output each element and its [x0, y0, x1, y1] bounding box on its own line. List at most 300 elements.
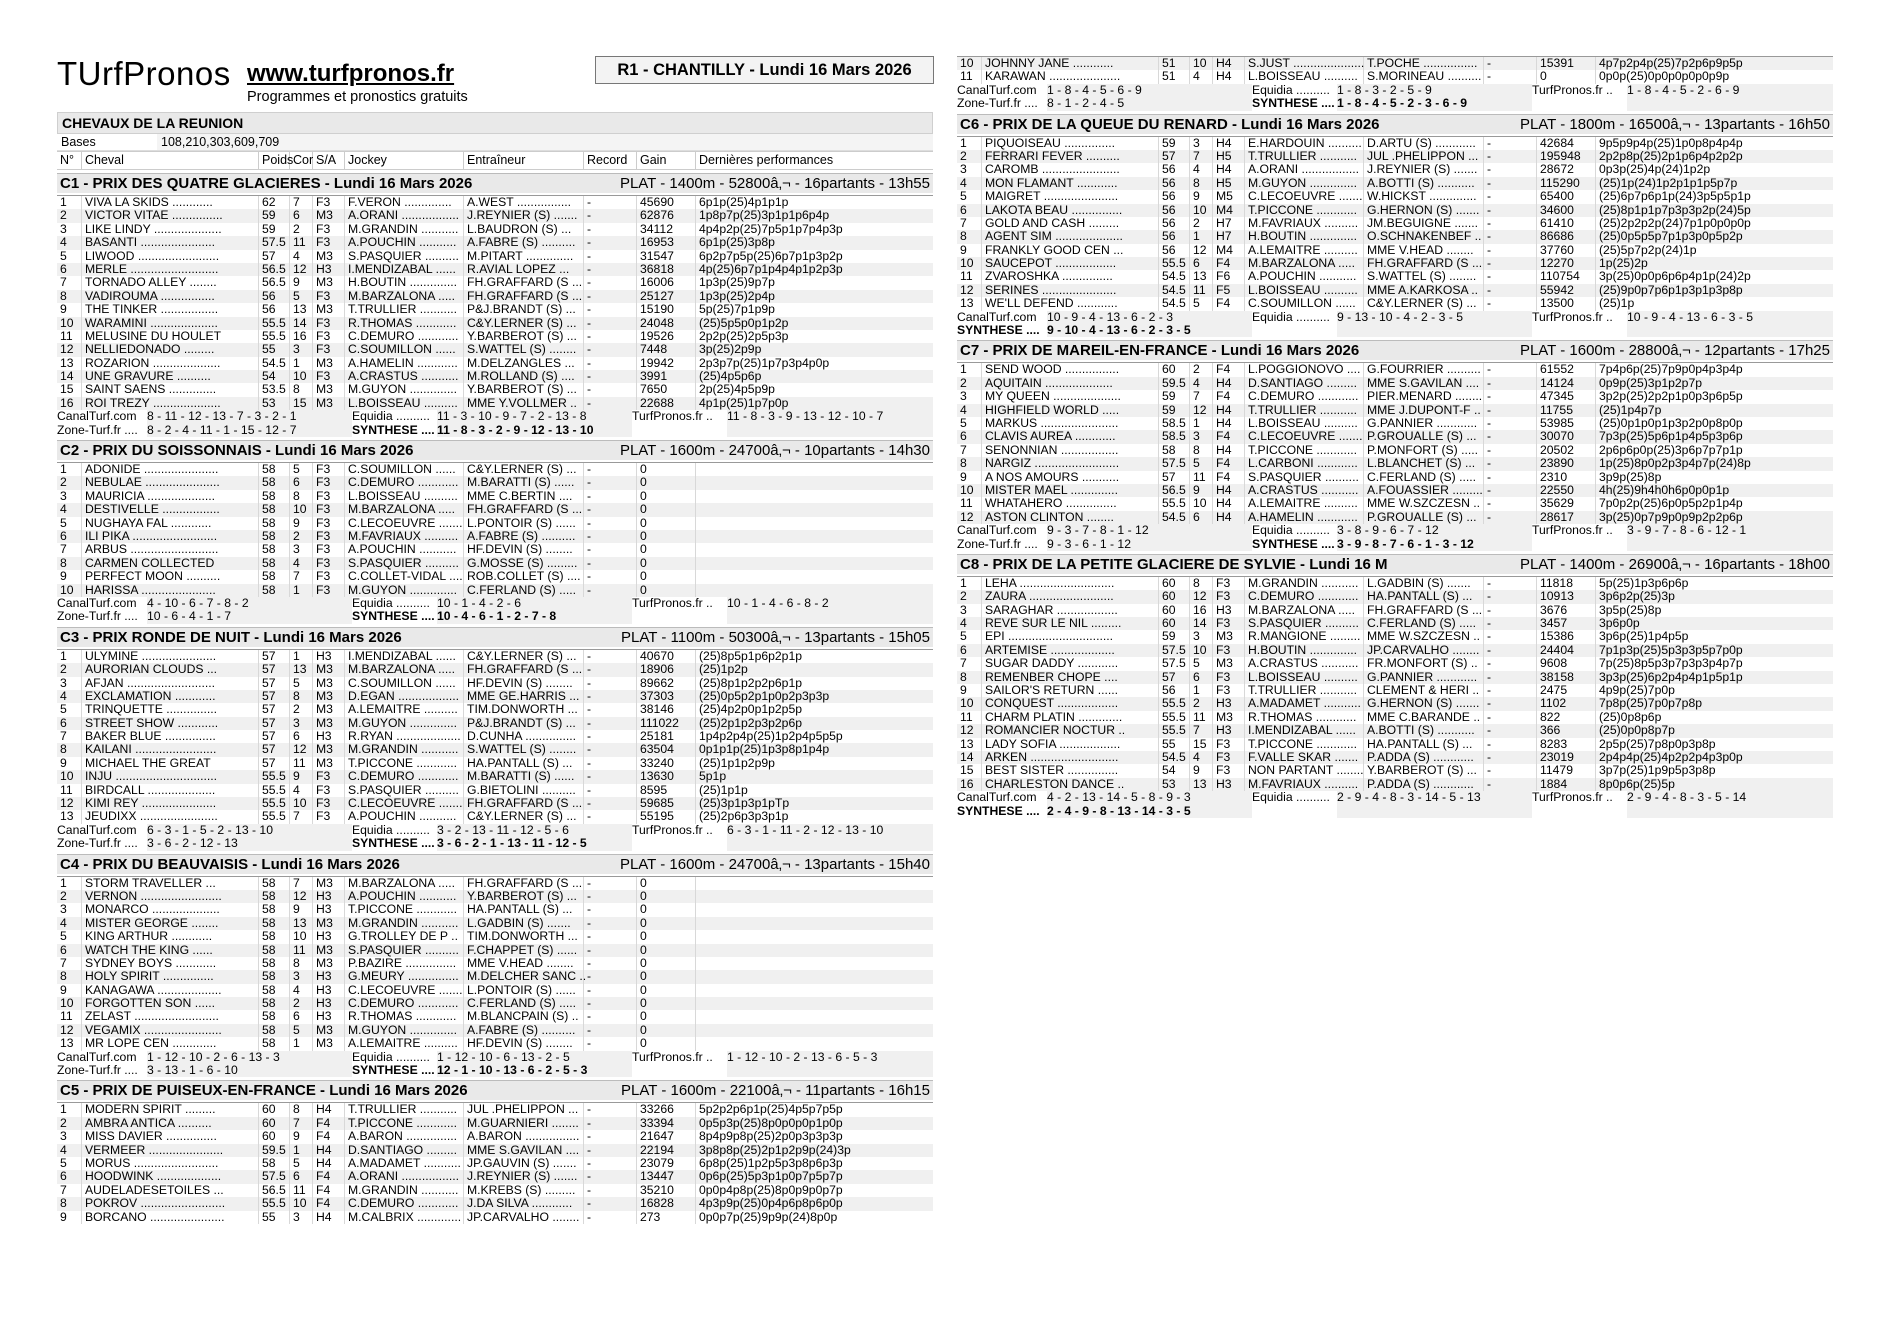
performances: 2p3p7p(25)1p7p3p4p0p: [699, 355, 830, 370]
trainer: MME V.HEAD ........: [1364, 244, 1484, 257]
performances: 4p1p(25)1p7p0p: [699, 395, 789, 410]
cord: 12: [290, 263, 313, 276]
record: -: [1484, 204, 1537, 217]
weight: 58: [259, 584, 290, 597]
weight: 55: [259, 343, 290, 356]
runner-num: 13: [957, 738, 982, 751]
jockey: M.GUYON ..............: [345, 1024, 464, 1037]
runner-num: 12: [57, 1024, 82, 1037]
table-row: [957, 390, 1833, 403]
horse-name: ROZARION ....................: [82, 357, 259, 370]
runner-num: 10: [957, 484, 982, 497]
race-info: PLAT - 1600m - 22100â‚¬ - 11partants - 16h15: [621, 1082, 930, 1100]
record: -: [1484, 590, 1537, 603]
cord: 12: [290, 743, 313, 756]
trainer: L.BAUDRON (S) ...: [464, 223, 584, 236]
col-record: Record: [584, 152, 637, 169]
col-jockey: Jockey: [345, 152, 464, 169]
runner-num: 11: [57, 330, 82, 343]
col-cord: Cor: [290, 152, 313, 169]
gain: 3676: [1537, 604, 1596, 617]
record: -: [584, 276, 637, 289]
race-name: C4 - PRIX DU BEAUVAISIS - Lundi 16 Mars 2026: [60, 855, 400, 873]
table-row: [57, 290, 933, 303]
record: -: [1484, 444, 1537, 457]
race-info: PLAT - 1400m - 26900â‚¬ - 16partants - 18h00: [1519, 555, 1830, 573]
horse-name: VICTOR VITAE ...............: [82, 209, 259, 222]
runners-table: [957, 576, 1833, 818]
runner-num: 12: [57, 797, 82, 810]
table-row: [57, 743, 933, 756]
gain: 0: [637, 530, 696, 543]
jockey: T.PICCONE ............: [1245, 738, 1364, 751]
performances: [696, 903, 933, 916]
record: -: [584, 263, 637, 276]
performances: (25)8p1p1p7p3p3p2p(24)5p: [1599, 202, 1751, 217]
performances: 2p5p(25)7p8p0p3p8p: [1599, 736, 1716, 751]
weight: 56.5: [1159, 484, 1190, 497]
runner-num: 15: [957, 764, 982, 777]
trainer: Y.BARBEROT (S) ...: [464, 383, 584, 396]
table-row: [957, 484, 1833, 497]
cord: 9: [290, 276, 313, 289]
performances: (25)8p5p1p6p2p1p: [699, 648, 803, 663]
col-num: N°: [57, 152, 82, 169]
record: -: [1484, 244, 1537, 257]
prono-cell: TurfPronos.fr ..: [632, 409, 713, 424]
prono-sum2: [57, 610, 933, 623]
runner-num: 10: [957, 57, 982, 70]
trainer: MME W.SZCZESN ..: [1364, 497, 1484, 510]
performances: 8p0p6p(25)5p: [1599, 776, 1675, 791]
jockey: C.SOUMILLON ......: [345, 343, 464, 356]
record: -: [584, 1170, 637, 1183]
gain: 37760: [1537, 244, 1596, 257]
table-row: [57, 584, 933, 597]
sex-age: M3: [313, 877, 345, 890]
performances: [696, 997, 933, 1010]
runners-table: [57, 649, 933, 851]
site-link[interactable]: www.turfpronos.fr: [247, 60, 455, 87]
horse-name: NELLIEDONADO .........: [82, 343, 259, 356]
record: -: [584, 703, 637, 716]
performances: (25)1p2p: [699, 662, 748, 677]
weight: 56: [259, 303, 290, 316]
horse-name: KAILANI ........................: [82, 743, 259, 756]
record: -: [584, 1144, 637, 1157]
prono-cell: 11 - 8 - 3 - 9 - 13 - 12 - 10 - 7: [727, 410, 933, 423]
runner-num: 14: [57, 370, 82, 383]
record: -: [1484, 190, 1537, 203]
sex-age: H3: [313, 650, 345, 663]
gain: 0: [637, 1024, 696, 1037]
runner-num: 6: [57, 530, 82, 543]
horse-name: HOODWINK ...................: [82, 1170, 259, 1183]
weight: 58: [1159, 444, 1190, 457]
gain: 45690: [637, 196, 696, 209]
sex-age: M5: [1213, 190, 1245, 203]
weight: 59: [1159, 404, 1190, 417]
jockey: A.POUCHIN ...........: [345, 890, 464, 903]
weight: 57: [259, 757, 290, 770]
performances: [696, 970, 933, 983]
horse-name: JOHNNY JANE ............: [982, 57, 1159, 70]
cord: 8: [1190, 444, 1213, 457]
gain: 0: [637, 1010, 696, 1023]
runner-num: 7: [957, 444, 982, 457]
prono-cell: 10 - 1 - 4 - 6 - 8 - 2: [727, 597, 933, 610]
weight: 56.5: [259, 276, 290, 289]
runner-num: 8: [957, 457, 982, 470]
runner-num: 1: [57, 196, 82, 209]
gain: 0: [637, 957, 696, 970]
sex-age: M3: [313, 944, 345, 957]
cord: 6: [290, 1170, 313, 1183]
sex-age: M3: [313, 757, 345, 770]
cord: 5: [290, 463, 313, 476]
performances: 7p8p(25)7p0p7p8p: [1599, 696, 1703, 711]
gain: 38146: [637, 703, 696, 716]
runner-num: 3: [57, 1130, 82, 1143]
jockey: A.LEMAITRE ..........: [345, 703, 464, 716]
cord: 9: [1190, 764, 1213, 777]
horse-name: FRANKLY GOOD CEN ...: [982, 244, 1159, 257]
sex-age: F3: [313, 784, 345, 797]
prono-sum2: [957, 97, 1833, 110]
cord: 11: [1190, 471, 1213, 484]
record: -: [584, 584, 637, 597]
runner-num: 13: [957, 297, 982, 310]
prono-cell: [1337, 324, 1532, 337]
reunion-title: CHEVAUX DE LA REUNION: [57, 112, 933, 134]
record: -: [584, 917, 637, 930]
record: -: [584, 196, 637, 209]
cord: 11: [1190, 284, 1213, 297]
race-name: C1 - PRIX DES QUATRE GLACIERES - Lundi 16 Mars 2026: [60, 175, 473, 192]
gain: 0: [637, 584, 696, 597]
performances: [696, 517, 933, 530]
prono-cell: SYNTHESE ....: [1252, 536, 1335, 551]
horse-name: HARISSA ......................: [82, 584, 259, 597]
horse-name: PERFECT MOON ..........: [82, 570, 259, 583]
weight: 57.5: [259, 236, 290, 249]
table-row: [957, 430, 1833, 443]
gain: 34600: [1537, 204, 1596, 217]
weight: 56: [259, 290, 290, 303]
runner-num: 13: [57, 357, 82, 370]
runner-num: 11: [957, 711, 982, 724]
race-info: PLAT - 1600m - 24700â‚¬ - 13partants - 15h40: [619, 855, 930, 873]
horse-name: CHARLESTON DANCE ..: [982, 778, 1159, 791]
weight: 56: [1159, 204, 1190, 217]
jockey: M.BARZALONA .....: [1245, 257, 1364, 270]
trainer: MME W.SZCZESN ..: [1364, 630, 1484, 643]
performances: 0p0p4p8p(25)8p0p9p0p7p: [699, 1182, 843, 1197]
horse-name: MELUSINE DU HOULET: [82, 330, 259, 343]
table-row: [57, 1157, 933, 1170]
table-row: [957, 417, 1833, 430]
performances: 3p8p8p(25)2p1p2p9p(24)3p: [699, 1142, 851, 1157]
gain: 0: [637, 944, 696, 957]
trainer: JP.CARVALHO ........: [464, 1211, 584, 1224]
cord: 1: [290, 584, 313, 597]
prono-cell: 8 - 2 - 4 - 11 - 1 - 15 - 12 - 7: [147, 424, 352, 437]
race-info: PLAT - 1600m - 28800â‚¬ - 12partants - 17h25: [1519, 342, 1830, 360]
cord: 10: [290, 503, 313, 516]
horse-name: MISS DAVIER ...............: [82, 1130, 259, 1143]
record: -: [1484, 137, 1537, 150]
race-name: C8 - PRIX DE LA PETITE GLACIERE DE SYLVIE - Lundi 16 M: [960, 555, 1388, 573]
horse-name: NUGHAYA FAL ............: [82, 517, 259, 530]
weight: 55.5: [1159, 711, 1190, 724]
turfpronos-logo: TUrfPronos: [57, 55, 231, 92]
cord: 4: [1190, 377, 1213, 390]
gain: 40670: [637, 650, 696, 663]
table-row: [957, 577, 1833, 590]
jockey: S.PASQUIER ..........: [345, 784, 464, 797]
table-row: [57, 517, 933, 530]
performances: (25)0p0p8p7p: [1599, 723, 1675, 738]
performances: (25)0p5p2p1p0p2p3p3p: [699, 688, 830, 703]
sex-age: M3: [313, 743, 345, 756]
table-row: [957, 644, 1833, 657]
cord: 7: [1190, 150, 1213, 163]
table-row: [57, 250, 933, 263]
runner-num: 2: [957, 377, 982, 390]
gain: 3991: [637, 370, 696, 383]
sex-age: F3: [1213, 577, 1245, 590]
cord: 9: [1190, 190, 1213, 203]
jockey: S.PASQUIER ..........: [345, 944, 464, 957]
gain: 25127: [637, 290, 696, 303]
jockey: L.BOISSEAU ..........: [1245, 284, 1364, 297]
record: -: [584, 1117, 637, 1130]
performances: (25)1p4p7p: [1599, 402, 1662, 417]
horse-name: CAROMB .......................: [982, 163, 1159, 176]
horse-name: THE TINKER .................: [82, 303, 259, 316]
jockey: M.GRANDIN ...........: [345, 223, 464, 236]
gain: 21647: [637, 1130, 696, 1143]
table-row: [57, 557, 933, 570]
weight: 54.5: [1159, 297, 1190, 310]
horse-name: VERNON ........................: [82, 890, 259, 903]
trainer: M.GUARNIERI ........: [464, 1117, 584, 1130]
sex-age: F3: [313, 543, 345, 556]
cord: 11: [290, 944, 313, 957]
gain: 8595: [637, 784, 696, 797]
jockey: A.CRASTUS ...........: [345, 370, 464, 383]
trainer: M.PITART ..............: [464, 250, 584, 263]
performances: 3p6p2p(25)3p: [1599, 589, 1675, 604]
jockey: S.JUST .....................: [1245, 57, 1364, 70]
sex-age: M3: [313, 397, 345, 410]
sex-age: F3: [313, 343, 345, 356]
horse-name: SERINES ......................: [982, 284, 1159, 297]
trainer: HF.DEVIN (S) ........: [464, 677, 584, 690]
table-row: [957, 751, 1833, 764]
horse-name: KARAWAN .....................: [982, 70, 1159, 83]
sex-age: M3: [313, 250, 345, 263]
performances: 0p0p(25)0p0p0p0p0p9p: [1599, 69, 1730, 84]
runner-num: 10: [57, 997, 82, 1010]
record: -: [584, 383, 637, 396]
weight: 58: [259, 463, 290, 476]
record: -: [584, 490, 637, 503]
gain: 2475: [1537, 684, 1596, 697]
table-row: [57, 903, 933, 916]
prono-cell: SYNTHESE ....: [352, 1063, 435, 1078]
record: -: [1484, 657, 1537, 670]
weight: 55.5: [259, 797, 290, 810]
columns-header: [57, 151, 933, 170]
gain: 195948: [1537, 150, 1596, 163]
table-row: [957, 297, 1833, 310]
record: -: [584, 370, 637, 383]
prono-sum1: [57, 1051, 933, 1064]
cord: 5: [1190, 657, 1213, 670]
gain: 10913: [1537, 590, 1596, 603]
sex-age: H4: [1213, 444, 1245, 457]
trainer: MME S.GAVILAN ....: [464, 1144, 584, 1157]
trainer: J.REYNIER (S) .......: [464, 209, 584, 222]
table-row: [957, 57, 1833, 70]
performances: 3p3p(25)6p2p4p4p1p5p1p: [1599, 669, 1743, 684]
runner-num: 1: [57, 877, 82, 890]
record: -: [584, 1211, 637, 1224]
runner-num: 7: [57, 276, 82, 289]
horse-name: PIQUOISEAU ...............: [982, 137, 1159, 150]
record: -: [584, 330, 637, 343]
cord: 14: [1190, 617, 1213, 630]
cord: 8: [290, 957, 313, 970]
table-row: [57, 890, 933, 903]
horse-name: CARMEN COLLECTED: [82, 557, 259, 570]
horse-name: WATCH THE KING ......: [82, 944, 259, 957]
prono-cell: TurfPronos.fr ..: [1532, 82, 1613, 97]
performances: [696, 917, 933, 930]
cord: 2: [1190, 217, 1213, 230]
sex-age: F4: [1213, 363, 1245, 376]
prono-sum1: [57, 824, 933, 837]
record: -: [584, 743, 637, 756]
record: -: [584, 663, 637, 676]
jockey: R.MANGIONE .........: [1245, 630, 1364, 643]
jockey: L.POGGIONOVO ....: [1245, 363, 1364, 376]
prono-cell: 4 - 10 - 6 - 7 - 8 - 2: [147, 597, 352, 610]
runner-num: 4: [957, 177, 982, 190]
record: -: [1484, 430, 1537, 443]
performances: [696, 984, 933, 997]
table-row: [957, 764, 1833, 777]
sex-age: H4: [1213, 137, 1245, 150]
cord: 7: [290, 196, 313, 209]
performances: 1p(25)2p: [1599, 256, 1648, 271]
prono-cell: [727, 610, 933, 623]
trainer: G.FOURRIER ..........: [1364, 363, 1484, 376]
trainer: P.MONFORT (S) .....: [1364, 444, 1484, 457]
performances: [696, 1037, 933, 1050]
prono-cell: 3 - 9 - 8 - 7 - 6 - 1 - 3 - 12: [1337, 538, 1532, 551]
sex-age: H5: [1213, 150, 1245, 163]
trainer: A.BOTTI (S) ...........: [1364, 177, 1484, 190]
record: -: [1484, 177, 1537, 190]
jockey: C.DEMURO ............: [345, 330, 464, 343]
sex-age: F4: [1213, 297, 1245, 310]
table-row: [57, 944, 933, 957]
weight: 55.5: [259, 784, 290, 797]
right-column: [957, 54, 1833, 818]
gain: 55942: [1537, 284, 1596, 297]
prono-cell: 3 - 6 - 2 - 1 - 13 - 11 - 12 - 5: [437, 837, 632, 850]
runner-num: 10: [57, 584, 82, 597]
prono-cell: CanalTurf.com: [57, 822, 137, 837]
trainer: MME GE.HARRIS ...: [464, 690, 584, 703]
runner-num: 9: [57, 303, 82, 316]
sex-age: H3: [313, 890, 345, 903]
runner-num: 1: [957, 137, 982, 150]
trainer: FH.GRAFFARD (S ...: [464, 663, 584, 676]
prono-sum1: [957, 84, 1833, 97]
jockey: A.CRASTUS ...........: [1245, 657, 1364, 670]
sex-age: F5: [1213, 284, 1245, 297]
jockey: M.GUYON ..............: [345, 584, 464, 597]
performances: (25)5p7p2p(24)1p: [1599, 242, 1697, 257]
horse-name: SYDNEY BOYS ............: [82, 957, 259, 970]
jockey: T.PICCONE ............: [345, 903, 464, 916]
jockey: A.HAMELIN ............: [1245, 511, 1364, 524]
weight: 60: [1159, 590, 1190, 603]
sex-age: F3: [1213, 764, 1245, 777]
runner-num: 14: [957, 751, 982, 764]
jockey: L.BOISSEAU ..........: [345, 490, 464, 503]
weight: 56: [1159, 244, 1190, 257]
cord: 8: [1190, 577, 1213, 590]
performances: 7p0p2p(25)6p0p5p2p1p4p: [1599, 496, 1743, 511]
weight: 58.5: [1159, 417, 1190, 430]
performances: [696, 503, 933, 516]
record: -: [584, 1130, 637, 1143]
weight: 58.5: [1159, 430, 1190, 443]
weight: 57: [259, 250, 290, 263]
table-row: [57, 209, 933, 222]
trainer: FH.GRAFFARD (S ...: [464, 503, 584, 516]
runner-num: 8: [957, 671, 982, 684]
horse-name: ASTON CLINTON ........: [982, 511, 1159, 524]
horse-name: MON FLAMANT ............: [982, 177, 1159, 190]
record: -: [1484, 457, 1537, 470]
jockey: M.GUYON ..............: [345, 717, 464, 730]
sex-age: H3: [313, 263, 345, 276]
weight: 56: [1159, 177, 1190, 190]
runner-num: 7: [57, 543, 82, 556]
table-row: [957, 284, 1833, 297]
cord: 12: [1190, 404, 1213, 417]
jockey: T.PICCONE ............: [1245, 204, 1364, 217]
performances: 1p(25)8p0p2p3p4p7p(24)8p: [1599, 456, 1751, 471]
gain: 0: [637, 877, 696, 890]
weight: 58: [259, 1157, 290, 1170]
trainer: C&Y.LERNER (S) ...: [464, 650, 584, 663]
sex-age: F3: [1213, 684, 1245, 697]
table-row: [957, 244, 1833, 257]
sex-age: H3: [1213, 604, 1245, 617]
cord: 6: [1190, 671, 1213, 684]
gain: 61552: [1537, 363, 1596, 376]
weight: 60: [1159, 363, 1190, 376]
horse-name: SAINT SAENS ..............: [82, 383, 259, 396]
sex-age: M3: [313, 917, 345, 930]
horse-name: BIRDCALL ....................: [82, 784, 259, 797]
